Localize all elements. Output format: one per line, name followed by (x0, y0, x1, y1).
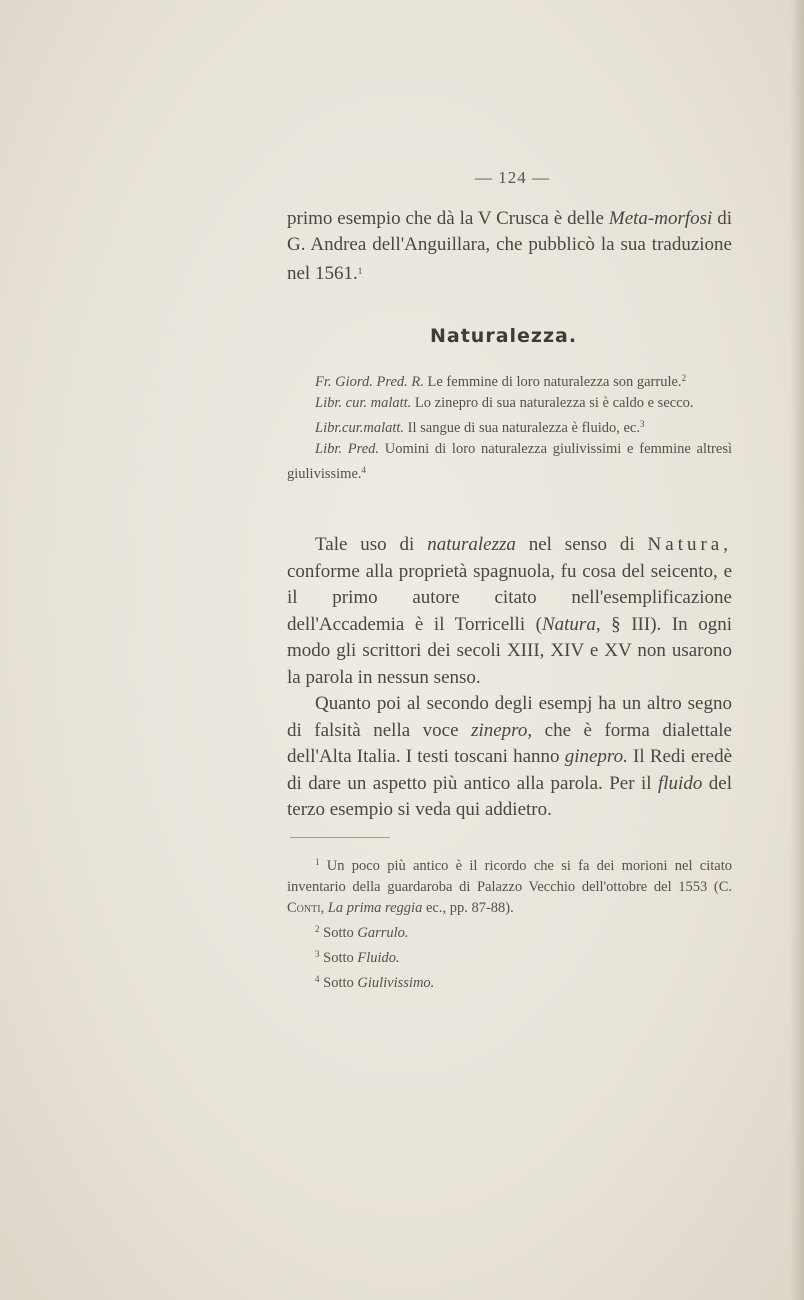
footnote-ref-1: 1 (357, 266, 363, 276)
italic-run: Giulivissimo. (357, 975, 435, 991)
quotation-3 (287, 414, 732, 439)
footnote-ref-4: 4 (361, 465, 367, 475)
text-run: , (320, 900, 328, 916)
body-text (287, 532, 732, 824)
text-run: Un poco più antico è il ricordo che si fa dei morioni nel citato inventario della guardaroba di Palazzo Vecchio dell'ottobre del 1553 (C. (287, 858, 732, 895)
intro-italic-title: Meta-morfosi (608, 208, 713, 229)
footnote-number: 3 (315, 949, 320, 959)
body-paragraph-1 (287, 532, 732, 691)
quotation-source: Fr. Giord. Pred. R. (315, 374, 424, 390)
text-run: del terzo esempio si veda qui addietro. (287, 772, 732, 820)
footnote-1 (287, 852, 732, 919)
quotation-4 (287, 439, 732, 485)
text-run: § III). In ogni modo gli scrittori dei secoli XIII, XIV e XV non usarono la parola in nessun senso. (287, 613, 732, 688)
italic-run: Garrulo. (357, 925, 409, 941)
text-run: Quanto poi al secondo degli esempj ha un altro segno di falsità nella voce (287, 693, 732, 741)
italic-run: ginepro. (564, 746, 628, 767)
text-run: che è forma dialettale dell'Alta Italia. I testi toscani hanno (287, 719, 732, 767)
footnotes-block (287, 852, 732, 994)
text-run: Sotto (319, 975, 358, 991)
section-title: Naturalezza. (430, 325, 578, 347)
footnote-number: 1 (315, 857, 320, 867)
footnote-ref-3: 3 (639, 419, 645, 429)
intro-text-1: primo esempio che dà la V Crusca è delle (287, 208, 609, 229)
quotation-source: Libr. Pred. (315, 441, 380, 457)
text-run: ec., pp. 87-88). (422, 900, 514, 916)
text-run: Sotto (319, 950, 358, 966)
text-run: Sotto (319, 925, 358, 941)
spaced-word: Natura, (647, 534, 732, 555)
quotation-1 (287, 368, 732, 393)
footnote-4 (287, 969, 732, 994)
italic-run: Fluido. (357, 950, 400, 966)
page-number: — 124 — (475, 168, 550, 187)
intro-paragraph (287, 206, 732, 287)
quotation-text: Uomini di loro naturalezza giulivissimi e femmine altresì giulivissime. (287, 441, 732, 482)
body-paragraph-2 (287, 691, 732, 824)
quotation-text: Le femmine di loro naturalezza son garrule. (423, 374, 682, 390)
text-run: nel senso di (515, 534, 648, 555)
quotation-text: Il sangue di sua naturalezza è fluido, ec. (404, 420, 640, 436)
page-edge-shadow (790, 0, 804, 1300)
footnote-separator (290, 837, 390, 838)
quotation-source: Libr. cur. malatt. (315, 395, 412, 411)
footnote-3 (287, 944, 732, 969)
small-caps-run: Conti (287, 900, 321, 916)
footnote-number: 2 (315, 924, 320, 934)
intro-text-2: di G. Andrea dell'Anguillara, che pubblicò la sua traduzione nel 1561. (287, 208, 732, 284)
italic-run: zinepro, (471, 719, 533, 741)
quotation-text: Lo zinepro di sua naturalezza si è caldo e secco. (411, 395, 694, 411)
quotation-2 (287, 393, 732, 414)
footnote-2 (287, 919, 732, 944)
quotation-source: Libr.cur.malatt. (315, 420, 405, 436)
italic-run: naturalezza (427, 534, 516, 555)
italic-run: fluido (657, 772, 703, 794)
italic-run: La prima reggia (327, 900, 423, 916)
footnote-number: 4 (315, 974, 320, 984)
text-run: conforme alla proprietà spagnuola, fu cosa del seicento, e il primo autore citato nell'esemplificazione dell'Accademia è il Torricelli ( (287, 560, 732, 635)
text-run: Il Redi eredè di dare un aspetto più antico alla parola. Per il (287, 746, 732, 794)
footnote-ref-2: 2 (681, 373, 687, 383)
text-run: Tale uso di (315, 534, 428, 555)
quotations-block (287, 368, 732, 485)
italic-run: Natura, (541, 613, 601, 635)
